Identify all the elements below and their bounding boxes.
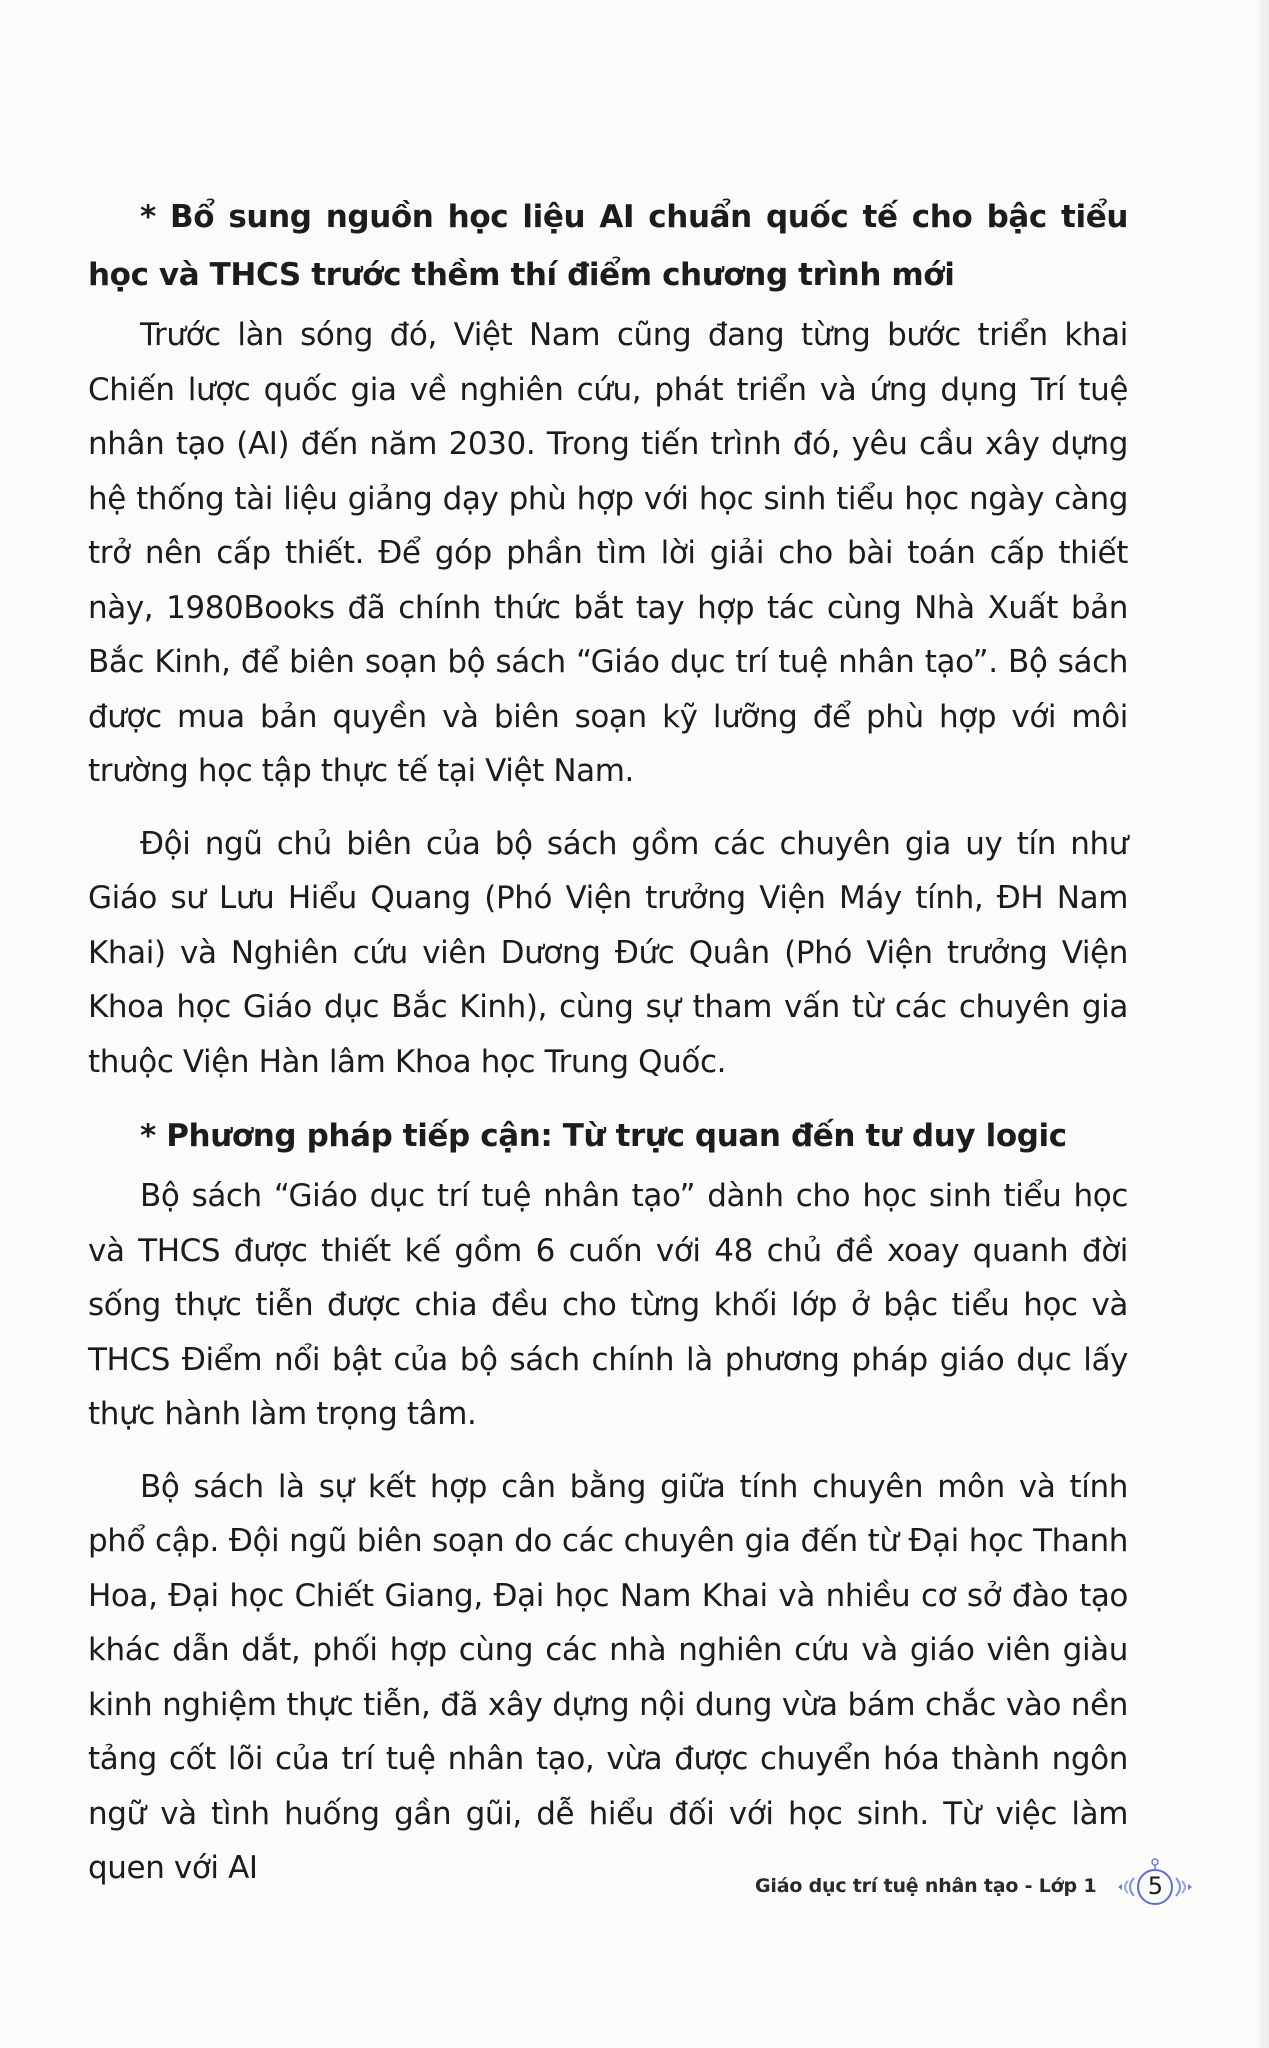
footer-book-title: Giáo dục trí tuệ nhân tạo - Lớp 1: [755, 1875, 1097, 1897]
paragraph-2: Đội ngũ chủ biên của bộ sách gồm các chuyên gia uy tín như Giáo sư Lưu Hiểu Quang (Phó Viện trưởng Viện Máy tính, ĐH Nam Khai) và Nghiên cứu viên Dương Đức Quân (Phó Viện trưởng Viện Khoa học Giáo dục Bắc Kinh), cùng sự tham vấn từ các chuyên gia thuộc Viện Hàn lâm Khoa học Trung Quốc.: [88, 825, 1128, 1080]
paragraph-4: Bộ sách là sự kết hợp cân bằng giữa tính chuyên môn và tính phổ cập. Đội ngũ biên soạn do các chuyên gia đến từ Đại học Thanh Hoa, Đại học Chiết Giang, Đại học Nam Khai và nhiều cơ sở đào tạo khác dẫn dắt, phối hợp cùng các nhà nghiên cứu và giáo viên giàu kinh nghiệm thực tiễn, đã xây dựng nội dung vừa bám chắc vào nền tảng cốt lõi của trí tuệ nhân tạo, vừa được chuyển hóa thành ngôn ngữ và tình huống gần gũi, dễ hiểu đối với học sinh. Từ việc làm quen với AI: [88, 1468, 1128, 1886]
page-number-badge: [1110, 1864, 1200, 1908]
page-edge-shadow: [1259, 0, 1269, 2048]
article-body: [88, 188, 1128, 1914]
section-heading-1: * Bổ sung nguồn học liệu AI chuẩn quốc tế cho bậc tiểu học và THCS trước thềm thí điểm chương trình mới: [88, 199, 1128, 293]
paragraph-3: Bộ sách “Giáo dục trí tuệ nhân tạo” dành cho học sinh tiểu học và THCS được thiết kế gồm 6 cuốn với 48 chủ đề xoay quanh đời sống thực tiễn được chia đều cho từng khối lớp ở bậc tiểu học và THCS Điểm nổi bật của bộ sách chính là phương pháp giáo dục lấy thực hành làm trọng tâm.: [88, 1178, 1128, 1432]
page-number: 5: [1147, 1872, 1164, 1900]
section-heading-2: * Phương pháp tiếp cận: Từ trực quan đến tư duy logic: [140, 1118, 1067, 1154]
paragraph-1: Trước làn sóng đó, Việt Nam cũng đang từng bước triển khai Chiến lược quốc gia về nghiên cứu, phát triển và ứng dụng Trí tuệ nhân tạo (AI) đến năm 2030. Trong tiến trình đó, yêu cầu xây dựng hệ thống tài liệu giảng dạy phù hợp với học sinh tiểu học ngày càng trở nên cấp thiết. Để góp phần tìm lời giải cho bài toán cấp thiết này, 1980Books đã chính thức bắt tay hợp tác cùng Nhà Xuất bản Bắc Kinh, để biên soạn bộ sách “Giáo dục trí tuệ nhân tạo”. Bộ sách được mua bản quyền và biên soạn kỹ lưỡng để phù hợp với môi trường học tập thực tế tại Việt Nam.: [88, 317, 1128, 789]
page-footer: [755, 1866, 1200, 1906]
